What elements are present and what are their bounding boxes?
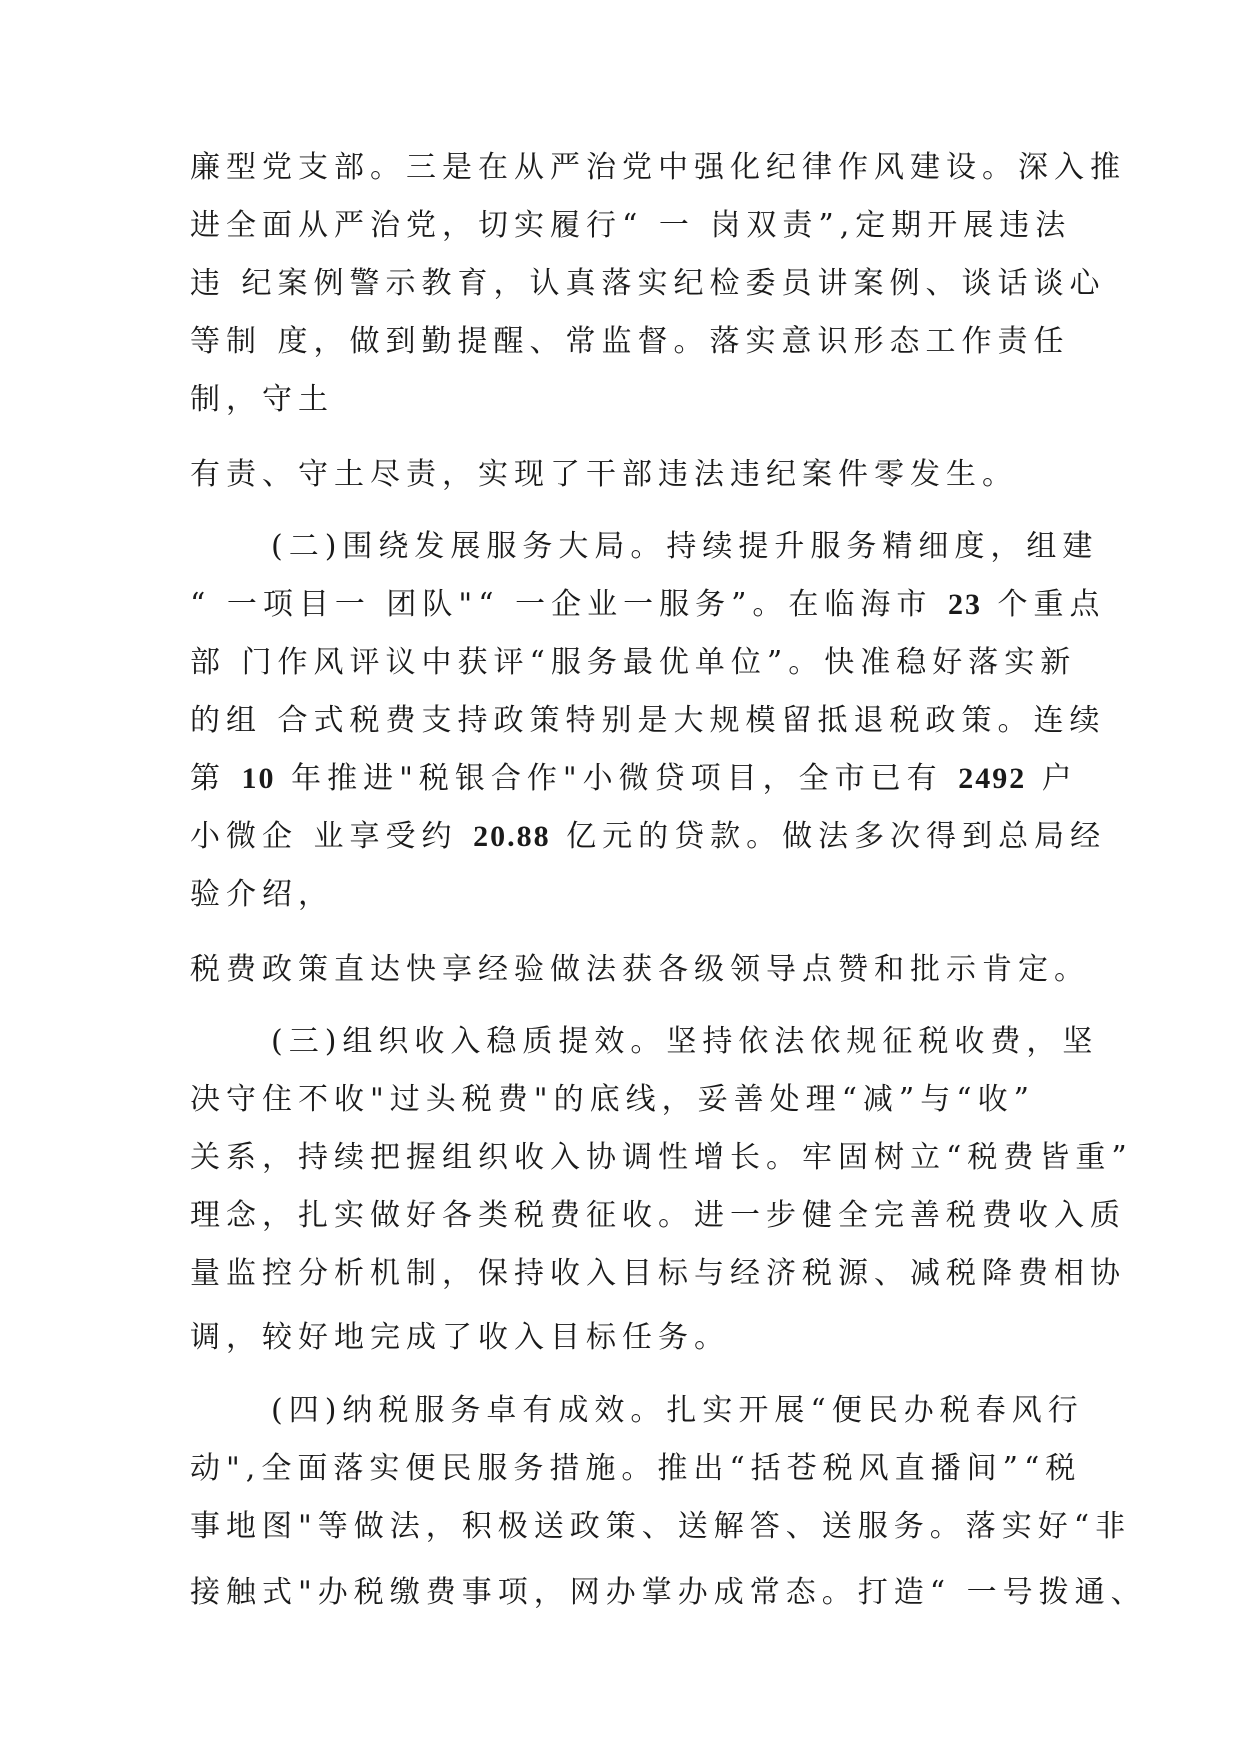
paragraph-line: 部 门作风评议中获评“服务最优单位”。快准稳好落实新	[190, 645, 1077, 680]
paragraph-line: 有责、守土尽责，实现了干部违法违纪案件零发生。	[190, 457, 1018, 492]
number-value: 10	[241, 762, 276, 795]
paragraph-line: 决守住不收"过头税费"的底线，妥善处理“减”与“收”	[190, 1082, 1035, 1117]
text-segment: 年推进"税银合作"小微贷项目，全市已有	[275, 761, 959, 796]
paragraph-line: 动",全面落实便民服务措施。推出“括苍税风直播间”“税	[190, 1451, 1082, 1486]
number-value: 2492	[958, 762, 1027, 795]
paragraph-line: 调，较好地完成了收入目标任务。	[190, 1320, 730, 1355]
paragraph-line: 验介绍，	[190, 877, 334, 912]
paragraph-line: 制，守土	[190, 382, 334, 417]
paragraph-line	[190, 817, 1107, 857]
text-segment: 户	[1026, 761, 1078, 796]
paragraph-line: 的组 合式税费支持政策特别是大规模留抵退税政策。连续	[190, 703, 1106, 738]
paragraph-line: 关系，持续把握组织收入协调性增长。牢固树立“税费皆重”	[190, 1140, 1133, 1175]
text-segment: “ 一项目一 团队"“ 一企业一服务”。在临海市	[190, 587, 948, 622]
paragraph-line	[190, 759, 1078, 799]
paragraph-line: 违 纪案例警示教育，认真落实纪检委员讲案例、谈话谈心	[190, 266, 1106, 301]
section-heading-line: (三)组织收入稳质提效。坚持依法依规征税收费，坚	[271, 1024, 1099, 1059]
paragraph-line: 等制 度，做到勤提醒、常监督。落实意识形态工作责任	[190, 324, 1070, 359]
text-segment: 亿元的贷款。做法多次得到总局经	[550, 819, 1107, 854]
paragraph-line: 事地图"等做法，积极送政策、送解答、送服务。落实好“非	[190, 1509, 1132, 1544]
section-heading-line: (四)纳税服务卓有成效。扎实开展“便民办税春风行	[271, 1393, 1084, 1428]
paragraph-line: 量监控分析机制，保持收入目标与经济税源、减税降费相协	[190, 1256, 1126, 1291]
text-segment: 个重点	[981, 587, 1106, 622]
paragraph-line: 进全面从严治党，切实履行“ 一 岗双责”,定期开展违法	[190, 208, 1072, 243]
paragraph-line: 廉型党支部。三是在从严治党中强化纪律作风建设。深入推	[190, 150, 1126, 185]
paragraph-line	[190, 585, 1106, 625]
number-value: 20.88	[473, 820, 551, 853]
text-segment: 第	[190, 761, 242, 796]
text-segment: 小微企 业享受约	[190, 819, 474, 854]
section-heading-line: (二)围绕发展服务大局。持续提升服务精细度，组建	[271, 529, 1099, 564]
paragraph-line: 理念，扎实做好各类税费征收。进一步健全完善税费收入质	[190, 1198, 1126, 1233]
paragraph-line: 接触式"办税缴费事项，网办掌办成常态。打造“ 一号拨通、	[190, 1575, 1147, 1610]
paragraph-line: 税费政策直达快享经验做法获各级领导点赞和批示肯定。	[190, 952, 1090, 987]
number-value: 23	[947, 588, 982, 621]
